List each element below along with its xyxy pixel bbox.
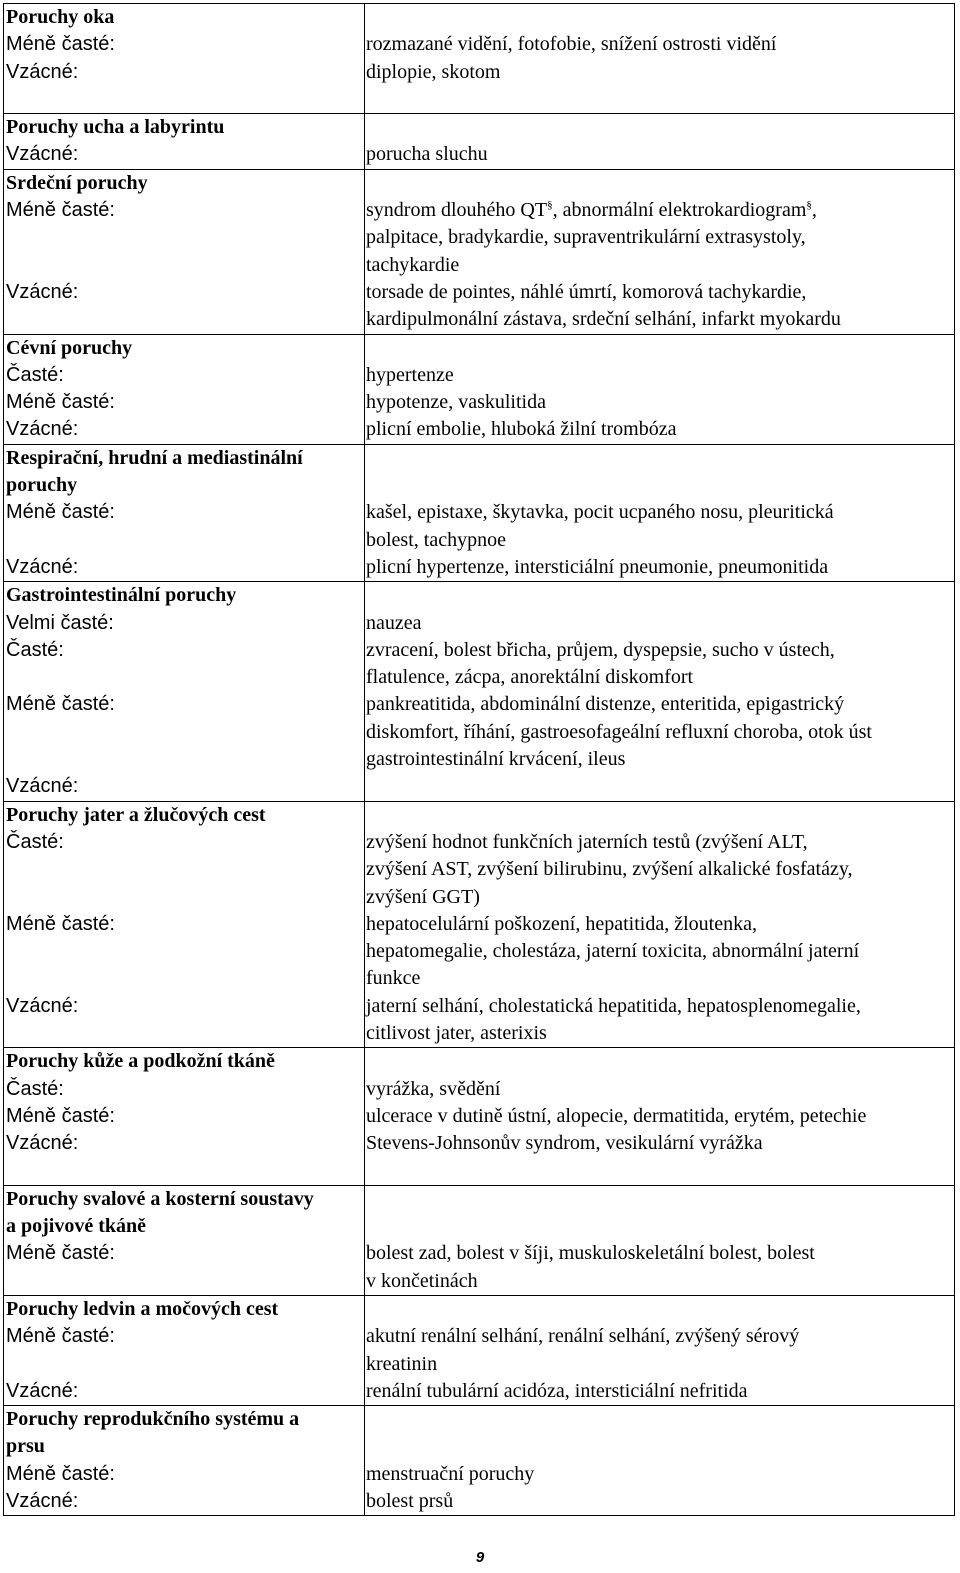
- adverse-reaction-text: zvýšení hodnot funkčních jaterních testů (zvýšení ALT,: [366, 830, 808, 853]
- section-label-cell: [4, 1295, 365, 1405]
- section-title: Poruchy ledvin a močových cest: [6, 1297, 279, 1320]
- section-label-cell: [4, 334, 365, 444]
- spacer: [366, 114, 954, 141]
- section-row: [4, 582, 955, 801]
- adverse-reaction-text: syndrom dlouhého QT§, abnormální elektrokardiogram§,: [366, 199, 817, 222]
- frequency-label: Méně časté:: [6, 33, 115, 56]
- section-label-cell: [4, 801, 365, 1048]
- spacer: [6, 1157, 364, 1184]
- spacer: [6, 746, 364, 773]
- section-title: Poruchy ucha a labyrintu: [6, 116, 225, 139]
- adverse-reaction-text: kardipulmonální zástava, srdeční selhání, infarkt myokardu: [366, 308, 841, 331]
- spacer: [6, 1351, 364, 1378]
- footnote-mark: §: [806, 199, 812, 212]
- section-row: [4, 1185, 955, 1295]
- adverse-reaction-text: hepatocelulární poškození, hepatitida, žloutenka,: [366, 912, 757, 935]
- section-title: Cévní poruchy: [6, 336, 133, 359]
- frequency-label: Méně časté:: [6, 1462, 115, 1485]
- spacer: [6, 884, 364, 911]
- frequency-label: Vzácné:: [6, 143, 79, 166]
- adverse-reactions-table: [3, 3, 955, 1516]
- section-content-cell: [365, 444, 955, 581]
- frequency-label: Méně časté:: [6, 912, 115, 935]
- footnote-mark: §: [547, 199, 553, 212]
- adverse-reaction-text: zvýšení AST, zvýšení bilirubinu, zvýšení alkalické fosfatázy,: [366, 858, 853, 881]
- adverse-reaction-text: diskomfort, říhání, gastroesofageální refluxní choroba, otok úst: [366, 720, 872, 743]
- section-content-cell: [365, 114, 955, 170]
- section-row: [4, 334, 955, 444]
- spacer: [366, 802, 954, 829]
- frequency-label: Méně časté:: [6, 501, 115, 524]
- spacer: [366, 1406, 954, 1433]
- spacer: [366, 582, 954, 609]
- adverse-reaction-text: pankreatitida, abdominální distenze, enteritida, epigastrický: [366, 693, 845, 716]
- spacer: [6, 86, 364, 113]
- section-content-cell: [365, 4, 955, 114]
- adverse-reaction-text: plicní hypertenze, intersticiální pneumonie, pneumonitida: [366, 555, 829, 578]
- section-content-cell: [365, 801, 955, 1048]
- adverse-reaction-text: torsade de pointes, náhlé úmrtí, komorová tachykardie,: [366, 280, 807, 303]
- spacer: [366, 1048, 954, 1075]
- adverse-reaction-text: ulcerace v dutině ústní, alopecie, dermatitida, erytém, petechie: [366, 1104, 867, 1127]
- section-title: prsu: [6, 1435, 45, 1458]
- spacer: [366, 335, 954, 362]
- spacer: [366, 1296, 954, 1323]
- frequency-label: Méně časté:: [6, 1325, 115, 1348]
- spacer: [6, 224, 364, 251]
- section-row: [4, 1295, 955, 1405]
- adverse-reaction-text: menstruační poruchy: [366, 1462, 535, 1485]
- section-title: Poruchy reprodukčního systému a: [6, 1408, 300, 1431]
- frequency-label: Vzácné:: [6, 994, 79, 1017]
- spacer: [366, 4, 954, 31]
- frequency-label: Vzácné:: [6, 1490, 79, 1513]
- adverse-reaction-text: hepatomegalie, cholestáza, jaterní toxicita, abnormální jaterní: [366, 940, 860, 963]
- section-title: Srdeční poruchy: [6, 171, 148, 194]
- section-title: a pojivové tkáně: [6, 1215, 146, 1238]
- spacer: [6, 965, 364, 992]
- spacer: [366, 773, 954, 800]
- spacer: [366, 445, 954, 472]
- adverse-reaction-text: hypotenze, vaskulitida: [366, 391, 546, 414]
- section-title: Poruchy oka: [6, 6, 115, 28]
- adverse-reaction-text: akutní renální selhání, renální selhání, zvýšený sérový: [366, 1325, 800, 1348]
- frequency-label: Vzácné:: [6, 1132, 79, 1155]
- section-title: poruchy: [6, 474, 78, 497]
- frequency-label: Méně časté:: [6, 391, 115, 414]
- frequency-label: Vzácné:: [6, 60, 79, 83]
- adverse-reaction-text: citlivost jater, asterixis: [366, 1021, 547, 1044]
- section-label-cell: [4, 582, 365, 801]
- adverse-reaction-text: vyrážka, svědění: [366, 1077, 501, 1100]
- section-row: [4, 801, 955, 1048]
- spacer: [366, 170, 954, 197]
- section-title: Poruchy svalové a kosterní soustavy: [6, 1187, 314, 1210]
- section-title: Poruchy kůže a podkožní tkáně: [6, 1050, 275, 1073]
- section-content-cell: [365, 334, 955, 444]
- adverse-reaction-text: renální tubulární acidóza, intersticiální nefritida: [366, 1379, 748, 1402]
- adverse-reaction-text: plicní embolie, hluboká žilní trombóza: [366, 418, 677, 441]
- section-row: [4, 1048, 955, 1185]
- adverse-reaction-text: bolest zad, bolest v šíji, muskuloskeletální bolest, bolest: [366, 1242, 815, 1265]
- adverse-reaction-text: jaterní selhání, cholestatická hepatitida, hepatosplenomegalie,: [366, 994, 861, 1017]
- spacer: [6, 252, 364, 279]
- page-number: 9: [475, 1549, 485, 1566]
- adverse-reaction-text: porucha sluchu: [366, 143, 488, 166]
- section-content-cell: [365, 1295, 955, 1405]
- frequency-label: Vzácné:: [6, 555, 79, 578]
- section-content-cell: [365, 582, 955, 801]
- adverse-reaction-text: gastrointestinální krvácení, ileus: [366, 748, 626, 771]
- section-label-cell: [4, 1185, 365, 1295]
- section-label-cell: [4, 444, 365, 581]
- section-title: Poruchy jater a žlučových cest: [6, 803, 266, 826]
- section-content-cell: [365, 1406, 955, 1516]
- adverse-reaction-text: rozmazané vidění, fotofobie, snížení ostrosti vidění: [366, 33, 777, 56]
- frequency-label: Méně časté:: [6, 1242, 115, 1265]
- adverse-reaction-text: hypertenze: [366, 363, 454, 386]
- frequency-label: Vzácné:: [6, 1379, 79, 1402]
- spacer: [6, 1268, 364, 1295]
- frequency-label: Vzácné:: [6, 418, 79, 441]
- section-row: [4, 4, 955, 114]
- adverse-reaction-text: funkce: [366, 967, 421, 990]
- frequency-label: Méně časté:: [6, 1104, 115, 1127]
- spacer: [366, 1213, 954, 1240]
- frequency-label: Méně časté:: [6, 693, 115, 716]
- adverse-reaction-text: tachykardie: [366, 253, 460, 276]
- section-row: [4, 169, 955, 334]
- spacer: [6, 719, 364, 746]
- spacer: [366, 1433, 954, 1460]
- section-title: Respirační, hrudní a mediastinální: [6, 446, 303, 469]
- section-label-cell: [4, 1048, 365, 1185]
- spacer: [6, 664, 364, 691]
- section-content-cell: [365, 169, 955, 334]
- frequency-label: Časté:: [6, 1077, 64, 1100]
- adverse-reaction-text: palpitace, bradykardie, supraventrikulární extrasystoly,: [366, 226, 806, 249]
- frequency-label: Méně časté:: [6, 199, 115, 222]
- spacer: [6, 527, 364, 554]
- spacer: [6, 856, 364, 883]
- frequency-label: Vzácné:: [6, 775, 79, 798]
- adverse-reaction-text: bolest, tachypnoe: [366, 528, 506, 551]
- section-label-cell: [4, 4, 365, 114]
- spacer: [6, 1020, 364, 1047]
- section-row: [4, 114, 955, 170]
- section-row: [4, 1406, 955, 1516]
- spacer: [6, 306, 364, 333]
- adverse-reaction-text: Stevens-Johnsonův syndrom, vesikulární vyrážka: [366, 1132, 763, 1155]
- adverse-reaction-text: zvracení, bolest břicha, průjem, dyspepsie, sucho v ústech,: [366, 638, 835, 661]
- frequency-label: Časté:: [6, 363, 64, 386]
- adverse-reaction-text: v končetinách: [366, 1269, 478, 1292]
- section-content-cell: [365, 1185, 955, 1295]
- adverse-reaction-text: kašel, epistaxe, škytavka, pocit ucpaného nosu, pleuritická: [366, 501, 834, 524]
- frequency-label: Časté:: [6, 830, 64, 853]
- section-label-cell: [4, 1406, 365, 1516]
- adverse-reaction-text: bolest prsů: [366, 1490, 454, 1513]
- section-label-cell: [4, 114, 365, 170]
- section-row: [4, 444, 955, 581]
- frequency-label: Velmi časté:: [6, 611, 114, 634]
- table-body: [4, 4, 955, 1516]
- adverse-reaction-text: flatulence, zácpa, anorektální diskomfort: [366, 666, 694, 689]
- frequency-label: Vzácné:: [6, 280, 79, 303]
- spacer: [366, 1186, 954, 1213]
- adverse-reaction-text: diplopie, skotom: [366, 60, 501, 83]
- adverse-reaction-text: kreatinin: [366, 1352, 438, 1375]
- spacer: [6, 938, 364, 965]
- adverse-reaction-text: nauzea: [366, 611, 422, 634]
- section-label-cell: [4, 169, 365, 334]
- section-title: Gastrointestinální poruchy: [6, 584, 237, 607]
- section-content-cell: [365, 1048, 955, 1185]
- adverse-reaction-text: zvýšení GGT): [366, 885, 480, 908]
- frequency-label: Časté:: [6, 638, 64, 661]
- spacer: [366, 472, 954, 499]
